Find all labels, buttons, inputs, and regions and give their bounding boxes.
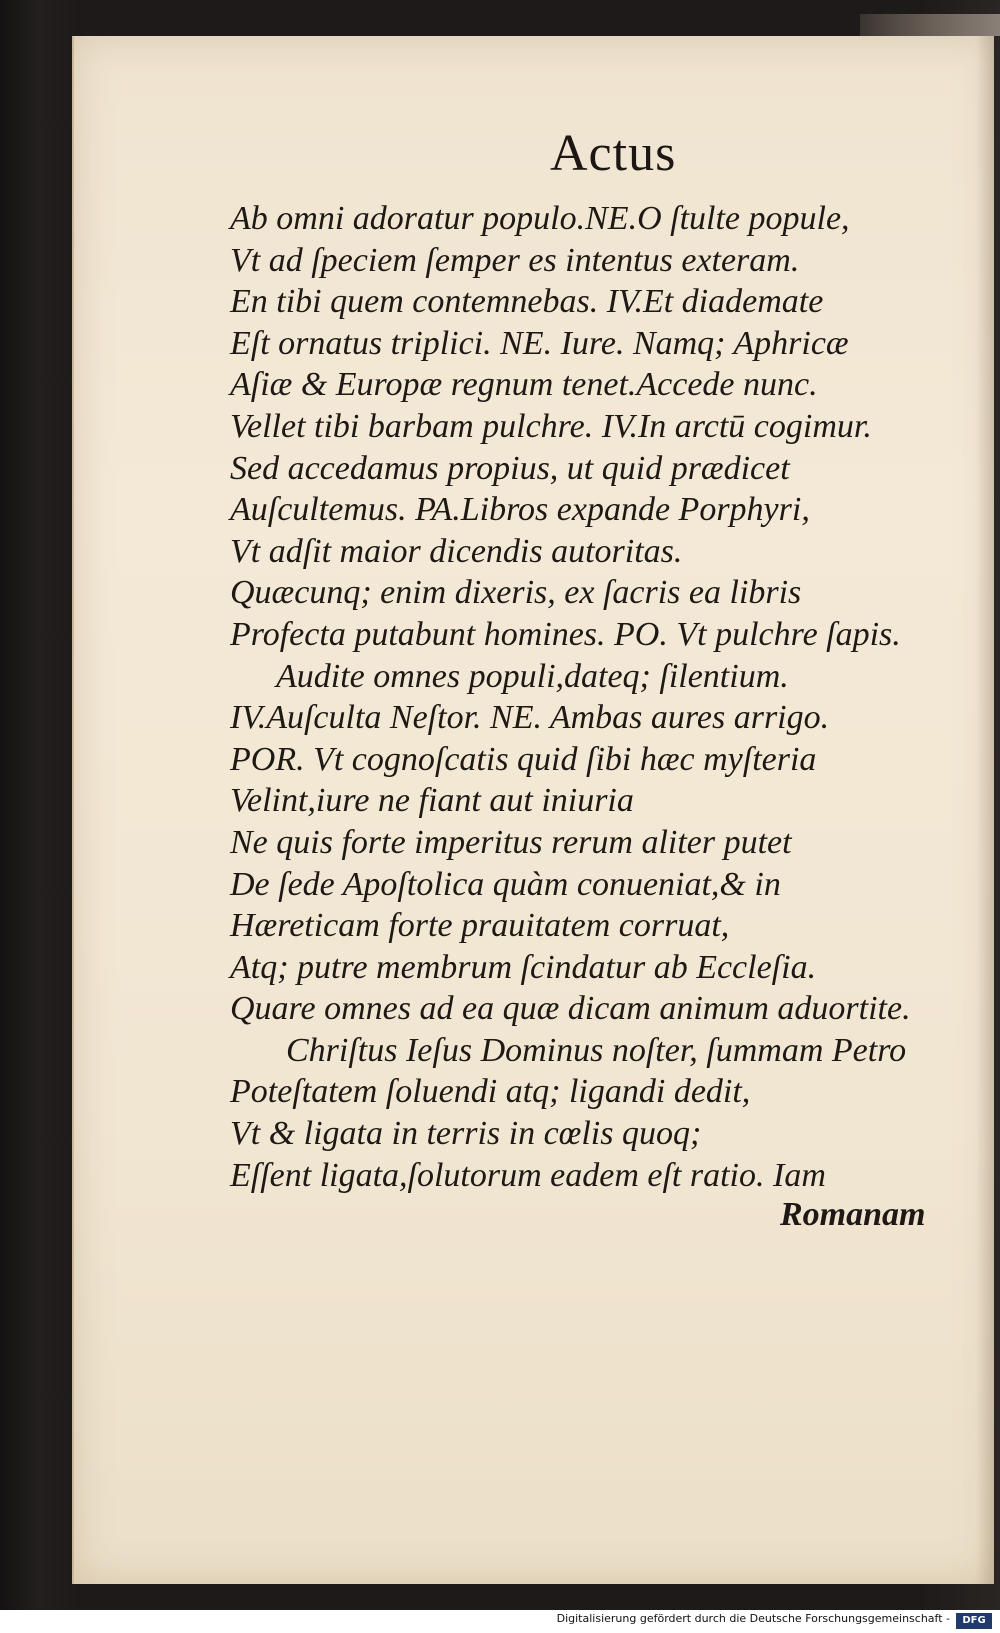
page-edge-shadow: [976, 36, 994, 1584]
verse-line: Vt ad ſpeciem ſemper es intentus exteram.: [230, 241, 800, 279]
verse-line: IV.Auſculta Neſtor. NE. Ambas aures arrigo.: [230, 699, 830, 737]
verse-line: Poteſtatem ſoluendi atq; ligandi dedit,: [230, 1073, 751, 1111]
digitization-footer: [0, 1610, 1000, 1633]
running-head-text: Actus: [550, 125, 677, 182]
catchword: Romanam: [780, 1196, 926, 1233]
verse-line: Quare omnes ad ea quæ dicam animum aduortite.: [230, 990, 911, 1028]
verse-line: Auſcultemus. PA.Libros expande Porphyri,: [230, 491, 810, 529]
verse-line: Profecta putabunt homines. PO. Vt pulchre ſapis.: [230, 615, 901, 653]
verse-line: Atq; putre membrum ſcindatur ab Eccleſia.: [230, 948, 817, 986]
verse-line: Vellet tibi barbam pulchre. IV.In arctū cogimur.: [230, 407, 872, 445]
verse-line: En tibi quem contemnebas. IV.Et diademate: [230, 283, 824, 321]
verse-line: Ab omni adoratur populo.NE.O ſtulte popule,: [230, 200, 850, 237]
verse-line: Ne quis forte imperitus rerum aliter putet: [230, 823, 792, 861]
verse-line: Vt & ligata in terris in cœlis quoq;: [230, 1115, 702, 1153]
verse-line: POR. Vt cognoſcatis quid ſibi hæc myſteria: [230, 740, 817, 778]
verse-line: De ſede Apoſtolica quàm conueniat,& in: [230, 865, 781, 903]
verse-line: Audite omnes populi,dateq; ſilentium.: [276, 657, 789, 695]
scan-edge-strip: [860, 14, 1000, 36]
verse-line: Vt adſit maior dicendis autoritas.: [230, 532, 683, 570]
verse-line: Aſiæ & Europæ regnum tenet.Accede nunc.: [230, 366, 818, 404]
verse-line: Chriſtus Ieſus Dominus noſter, ſummam Petro: [286, 1031, 907, 1069]
dfg-logo-icon: DFG: [956, 1613, 992, 1629]
verse-line: Eſt ornatus triplici. NE. Iure. Namq; Aphricæ: [230, 324, 849, 362]
verse-line: Quæcunq; enim dixeris, ex ſacris ea libris: [230, 574, 802, 612]
verse-line: Velint,iure ne fiant aut iniuria: [230, 782, 634, 820]
verse-line: Eſſent ligata,ſolutorum eadem eſt ratio. Iam: [230, 1156, 826, 1194]
verse-text-block: [230, 198, 970, 1196]
verse-line: Sed accedamus propius, ut quid prædicet: [230, 449, 790, 487]
footer-credit: Digitalisierung gefördert durch die Deutsche Forschungsgemeinschaft -: [556, 1612, 950, 1625]
verse-line: Hæreticam forte prauitatem corruat,: [230, 907, 730, 945]
